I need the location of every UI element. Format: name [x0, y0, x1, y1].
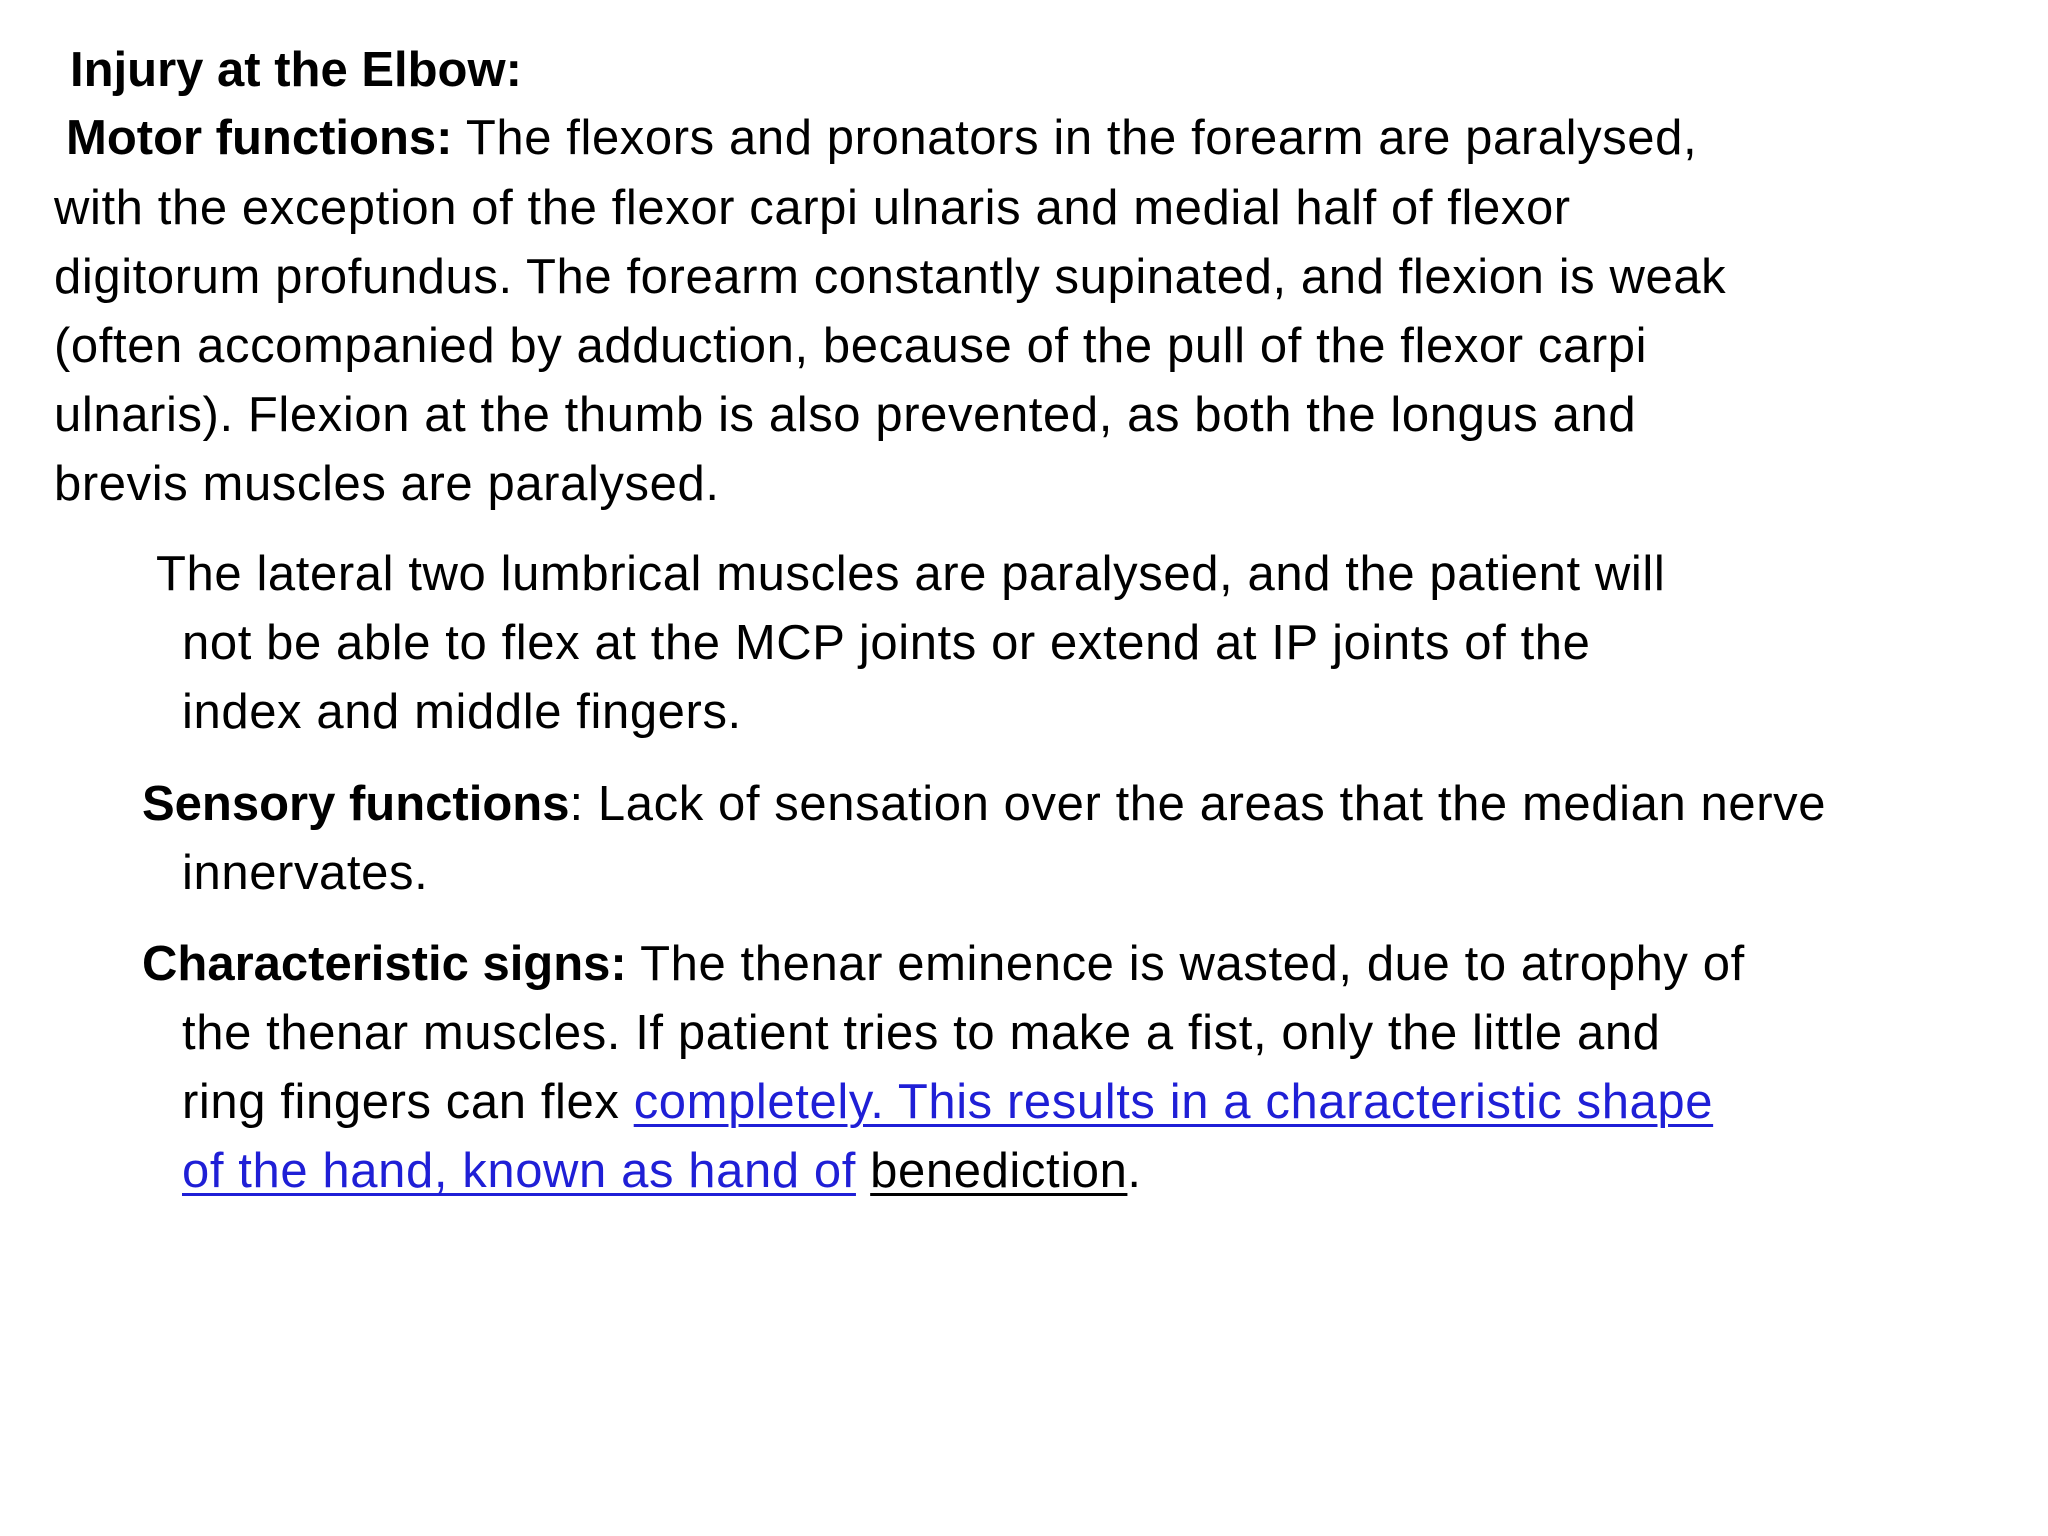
sensory-text-1: : Lack of sensation over the areas that the median nerve [569, 777, 1827, 831]
motor-label: Motor functions: [66, 111, 453, 165]
signs-line-1 [142, 937, 1745, 991]
motor-line-6: brevis muscles are paralysed. [54, 457, 720, 511]
signs-line-3 [182, 1075, 1714, 1129]
sensory-line-1 [142, 777, 1827, 831]
signs-space [856, 1144, 870, 1198]
sensory-line-2: innervates. [182, 846, 429, 900]
motor-line-1 [66, 111, 1698, 165]
signs-label: Characteristic signs: [142, 937, 627, 991]
motor-line-4: (often accompanied by adduction, because of the pull of the flexor carpi [54, 319, 1648, 373]
signs-period: . [1127, 1144, 1142, 1198]
motor-line-2: with the exception of the flexor carpi ulnaris and medial half of flexor [54, 181, 1571, 235]
section-heading: Injury at the Elbow: [70, 43, 522, 97]
lumbrical-line-3: index and middle fingers. [182, 685, 742, 739]
signs-line-4 [182, 1144, 1142, 1198]
signs-text-3: ring fingers can flex [182, 1075, 634, 1129]
lumbrical-line-2: not be able to flex at the MCP joints or extend at IP joints of the [182, 616, 1591, 670]
motor-line-5: ulnaris). Flexion at the thumb is also prevented, as both the longus and [54, 388, 1637, 442]
benediction-term: benediction [870, 1144, 1128, 1198]
signs-text-1: The thenar eminence is wasted, due to atrophy of [626, 937, 1745, 991]
motor-text-1: The flexors and pronators in the forearm are paralysed, [452, 111, 1698, 165]
motor-line-3: digitorum profundus. The forearm constantly supinated, and flexion is weak [54, 250, 1727, 304]
signs-line-2: the thenar muscles. If patient tries to make a fist, only the little and [182, 1006, 1661, 1060]
hyperlink-part-2[interactable]: of the hand, known as hand of [182, 1144, 856, 1198]
lumbrical-line-1: The lateral two lumbrical muscles are paralysed, and the patient will [156, 547, 1666, 601]
sensory-label: Sensory functions [142, 777, 570, 831]
hyperlink-part-1[interactable]: completely. This results in a characteristic shape [633, 1075, 1714, 1129]
